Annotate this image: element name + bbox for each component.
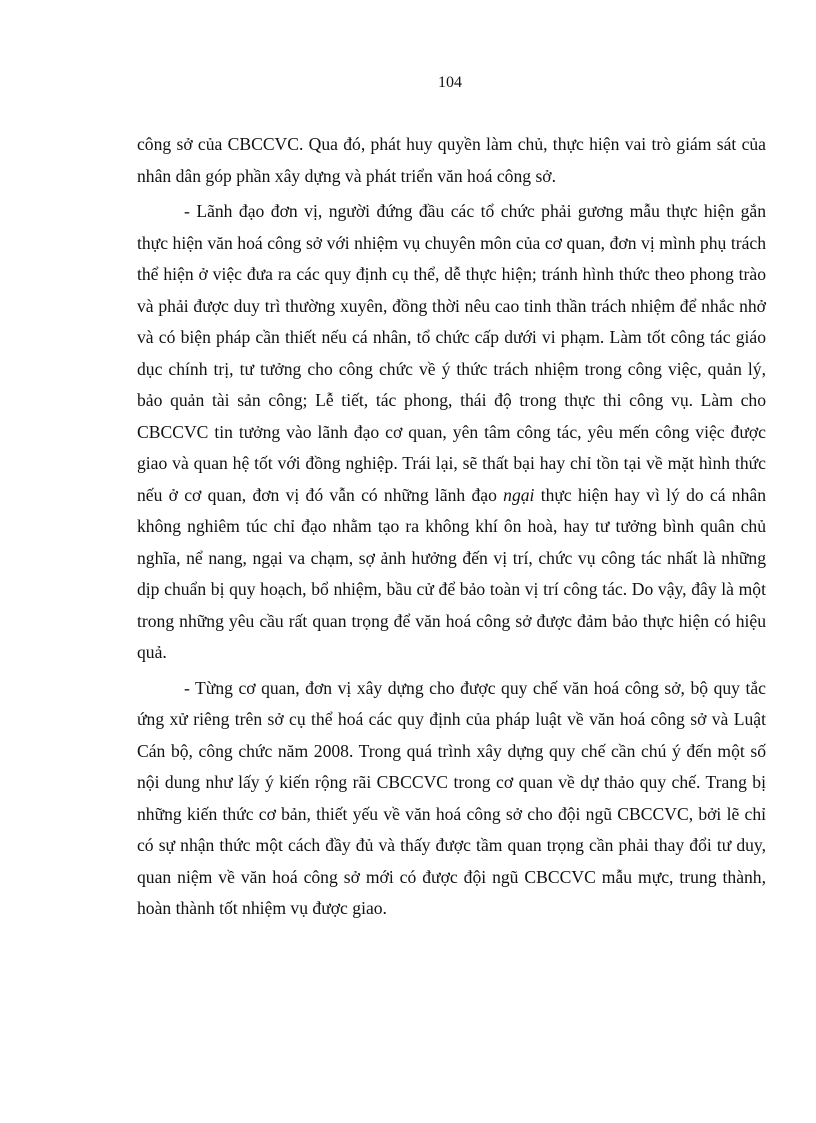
paragraph-continuation: công sở của CBCCVC. Qua đó, phát huy quyền làm chủ, thực hiện vai trò giám sát của nhân dân góp phần xây dựng và phát triển văn hoá công sở.	[137, 134, 766, 186]
italic-word: ngại	[503, 484, 535, 505]
page-number: 104	[438, 74, 462, 91]
paragraph-leadership	[137, 196, 766, 669]
paragraph-leadership-text-before: - Lãnh đạo đơn vị, người đứng đầu các tổ chức phải gương mẫu thực hiện gắn thực hiện văn hoá công sở với nhiệm vụ chuyên môn của cơ quan, đơn vị mình phụ trách thể hiện ở việc đưa ra các quy định cụ thể, dễ thực hiện; tránh hình thức theo phong trào và phải được duy trì thường xuyên, đồng thời nêu cao tinh thần trách nhiệm để nhắc nhở và có biện pháp cần thiết nếu cá nhân, tổ chức cấp dưới vi phạm. Làm tốt công tác giáo dục chính trị, tư tưởng cho công chức về ý thức trách nhiệm trong công việc, quản lý, bảo quản tài sản công; Lễ tiết, tác phong, thái độ trong thực thi công vụ. Làm cho CBCCVC tin tưởng vào lãnh đạo cơ quan, yên tâm công tác, yêu mến công việc được giao và quan hệ tốt với đồng nghiệp. Trái lại, sẽ thất bại hay chỉ tồn tại về mặt hình thức nếu ở cơ quan, đơn vị đó vẫn có những lãnh đạo	[137, 201, 766, 505]
body-text	[137, 129, 766, 925]
paragraph-leadership-text-after: thực hiện hay vì lý do cá nhân không nghiêm túc chỉ đạo nhằm tạo ra không khí ôn hoà, hay tư tưởng bình quân chủ nghĩa, nể nang, ngại va chạm, sợ ảnh hưởng đến vị trí, chức vụ công tác nhất là những dịp chuẩn bị quy hoạch, bổ nhiệm, bầu cử để bảo toàn vị trí công tác. Do vậy, đây là một trong những yêu cầu rất quan trọng để văn hoá công sở được đảm bảo thực hiện có hiệu quả.	[137, 484, 767, 662]
paragraph-regulations: - Từng cơ quan, đơn vị xây dựng cho được quy chế văn hoá công sở, bộ quy tắc ứng xử riêng trên sở cụ thể hoá các quy định của pháp luật về văn hoá công sở và Luật Cán bộ, công chức năm 2008. Trong quá trình xây dựng quy chế cần chú ý đến một số nội dung như lấy ý kiến rộng rãi CBCCVC trong cơ quan về dự thảo quy chế. Trang bị những kiến thức cơ bản, thiết yếu về văn hoá công sở cho đội ngũ CBCCVC, bởi lẽ chỉ có sự nhận thức một cách đầy đủ và thấy được tầm quan trọng cần phải thay đổi tư duy, quan niệm về văn hoá công sở mới có được đội ngũ CBCCVC mẫu mực, trung thành, hoàn thành tốt nhiệm vụ được giao.	[137, 677, 766, 918]
